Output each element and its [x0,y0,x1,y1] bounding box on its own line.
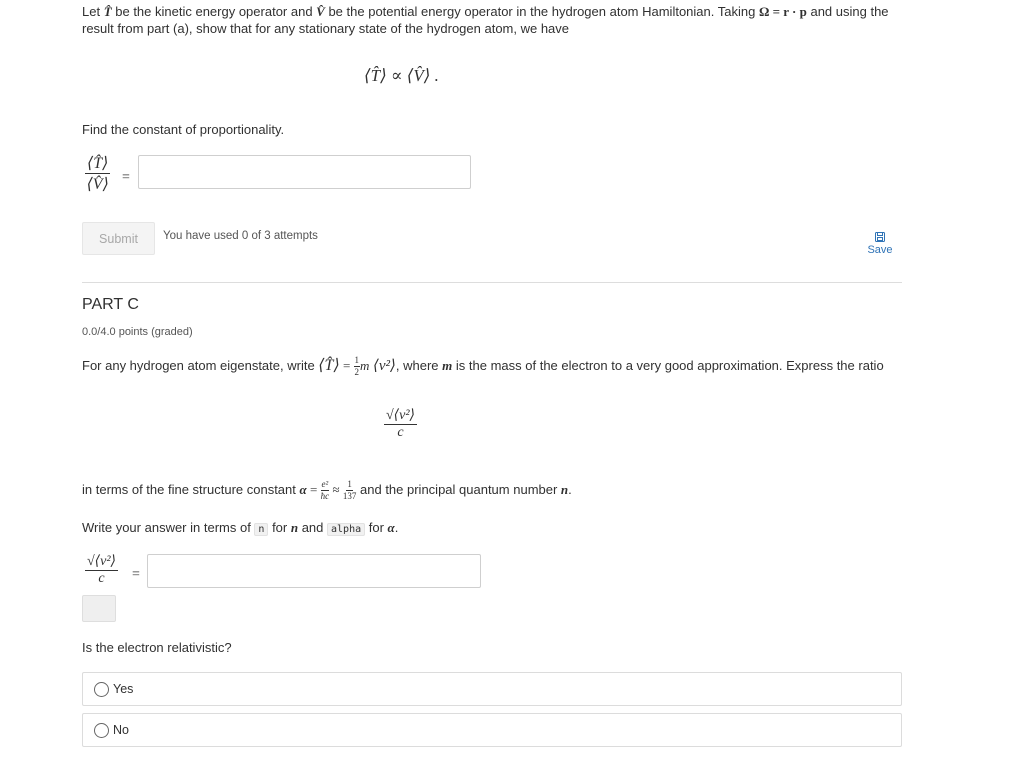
radio-button[interactable] [94,723,109,738]
n-symbol: n [560,482,569,497]
approx-sign: ≈ [329,482,343,497]
instruction-text: Write your answer in terms of [82,520,255,535]
kinetic-operator-symbol: T̂ [103,4,112,19]
equals-sign: = [132,567,140,582]
instruction-text: . [394,520,399,535]
kinetic-expectation: ⟨T̂⟩ [318,357,340,374]
half-numerator: 1 [354,355,360,366]
velocity-ratio-display [384,407,417,441]
attempts-counter: You have used 0 of 3 attempts [163,230,318,242]
fine-structure-statement [82,479,572,501]
alpha-symbol: α [387,520,395,535]
relativistic-question: Is the electron relativistic? [82,640,232,655]
statement-text: is the mass of the electron to a very good approximation. Express the ratio [452,358,884,373]
proportionality-relation: ⟨T̂⟩ ∝ ⟨V̂⟩ . [364,66,439,85]
instruction-text: for [365,520,388,535]
alpha-symbol: α [299,482,307,497]
ratio-fraction [85,153,110,194]
intro-text: be the potential energy operator in the hydrogen atom Hamiltonian. Taking [324,4,759,19]
answer-ratio-numerator: √⟨v²⟩ [87,554,117,569]
option-yes[interactable] [82,672,902,706]
n-symbol: n [290,520,299,535]
question-intro [82,4,912,37]
code-alpha: alpha [327,523,365,536]
find-constant-prompt: Find the constant of proportionality. [82,122,285,137]
velocity-ratio-numerator: √⟨v²⟩ [386,408,416,423]
answer-instructions [82,518,398,540]
equals-sign: = [122,170,130,185]
intro-text: result from part (a), show that for any stationary state of the hydrogen atom, we have [82,20,570,36]
eigenstate-statement [82,355,884,377]
intro-text: Let [82,4,104,19]
equals-sign: = [306,482,321,497]
ratio-denominator: ⟨V̂⟩ [86,176,109,193]
option-no[interactable] [82,713,902,747]
statement-text: , where [395,358,443,373]
ratio-numerator: ⟨T̂⟩ [87,155,109,172]
velocity-ratio-denominator: c [397,425,404,440]
section-divider [82,282,902,283]
submit-button[interactable]: Submit [82,222,155,255]
omega-definition: Ω = r · p [758,4,807,19]
e-squared-fraction [321,480,330,501]
instruction-text: and [298,520,328,535]
intro-text: and using the [806,4,889,19]
statement-text: in terms of the fine structure constant [82,482,300,497]
statement-text: and the principal quantum number [360,482,561,497]
velocity-ratio-answer-input[interactable] [147,554,481,588]
instruction-text: for [268,520,291,535]
answer-ratio-denominator: c [98,571,105,586]
proportionality-answer-input[interactable] [138,155,471,189]
potential-operator-symbol: V̂ [316,4,325,19]
intro-text: be the kinetic energy operator and [111,4,317,19]
code-n: n [254,523,268,536]
mass-symbol: m [442,358,453,373]
option-label: Yes [113,682,134,696]
e-squared-numerator: e² [321,479,329,490]
statement-text: For any hydrogen atom eigenstate, write [82,358,319,373]
half-denominator: 2 [354,367,360,378]
velocity-squared-expectation: ⟨v²⟩ [373,358,396,374]
hbar-c-denominator: ħc [320,491,330,502]
radio-button[interactable] [94,682,109,697]
save-button[interactable] [862,232,898,256]
fraction-numerator: 1 [347,479,352,490]
answer-ratio-fraction [85,553,118,587]
equals-sign: = [339,358,354,373]
one-over-137-fraction [343,480,357,501]
points-badge: 0.0/4.0 points (graded) [82,326,193,338]
save-label: Save [867,244,893,256]
part-title: PART C [82,296,139,313]
formula-preview-button[interactable] [82,595,116,622]
option-label: No [113,723,129,737]
statement-text: . [568,482,572,497]
floppy-disk-icon [875,232,885,242]
fraction-denominator: 137 [342,491,357,502]
mass-symbol: m [360,358,370,373]
